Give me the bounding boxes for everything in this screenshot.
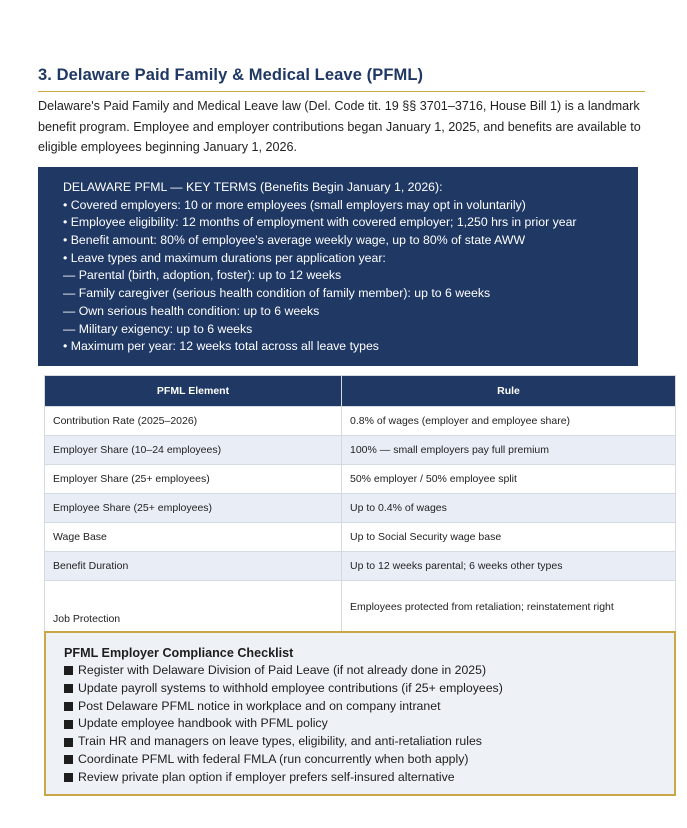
element-cell: Employee Share (25+ employees) (45, 494, 342, 523)
square-bullet-icon (64, 755, 73, 764)
checklist-item-label: Post Delaware PFML notice in workplace and on company intranet (78, 698, 441, 713)
key-terms-heading: DELAWARE PFML — KEY TERMS (Benefits Begin January 1, 2026): (63, 180, 443, 194)
square-bullet-icon (64, 666, 73, 675)
key-term-line: • Leave types and maximum durations per application year: (63, 250, 386, 265)
table-row (45, 523, 676, 552)
rule-cell: 50% employer / 50% employee split (342, 465, 676, 494)
checklist-item (64, 751, 674, 769)
checklist-item-label: Train HR and managers on leave types, eligibility, and anti-retaliation rules (78, 734, 482, 749)
element-cell: Contribution Rate (2025–2026) (45, 407, 342, 436)
key-term-line: — Parental (birth, adoption, foster): up to 12 weeks (63, 268, 342, 283)
square-bullet-icon (64, 738, 73, 747)
element-cell: Benefit Duration (45, 552, 342, 581)
element-cell: Employer Share (25+ employees) (45, 465, 342, 494)
element-cell: Job Protection (45, 581, 342, 634)
rule-cell: Employees protected from retaliation; reinstatement right (342, 581, 676, 634)
table-row (45, 581, 676, 634)
table-row (45, 407, 676, 436)
checklist-item (64, 715, 674, 733)
key-term-line: — Own serious health condition: up to 6 weeks (63, 303, 320, 318)
table-row (45, 465, 676, 494)
checklist-item (64, 662, 674, 680)
section-title: 3. Delaware Paid Family & Medical Leave (PFML) (38, 66, 645, 92)
checklist-item (64, 680, 674, 698)
checklist-item (64, 733, 674, 751)
square-bullet-icon (64, 684, 73, 693)
key-term-line: — Family caregiver (serious health condition of family member): up to 6 weeks (63, 286, 491, 301)
key-term-line: • Benefit amount: 80% of employee's average weekly wage, up to 80% of state AWW (63, 233, 526, 248)
element-cell: Wage Base (45, 523, 342, 552)
column-header-element: PFML Element (45, 376, 342, 407)
square-bullet-icon (64, 720, 73, 729)
key-term-line: — Military exigency: up to 6 weeks (63, 321, 253, 336)
key-term-line: • Covered employers: 10 or more employees (small employers may opt in voluntarily) (63, 197, 526, 212)
key-term-line: • Maximum per year: 12 weeks total across all leave types (63, 339, 379, 354)
element-cell: Employer Share (10–24 employees) (45, 436, 342, 465)
square-bullet-icon (64, 773, 73, 782)
table-header-row (45, 376, 676, 407)
rule-cell: Up to 0.4% of wages (342, 494, 676, 523)
rule-cell: 0.8% of wages (employer and employee share) (342, 407, 676, 436)
intro-paragraph: Delaware's Paid Family and Medical Leave law (Del. Code tit. 19 §§ 3701–3716, House Bill 1) is a landmark benefit program. Employee and employer contributions began January 1, 2025, and benefits are available to eligible employees beginning January 1, 2026. (38, 99, 641, 154)
checklist-item-label: Review private plan option if employer prefers self-insured alternative (78, 769, 455, 784)
pfml-elements-table (44, 375, 676, 634)
rule-cell: Up to 12 weeks parental; 6 weeks other types (342, 552, 676, 581)
checklist-item-label: Coordinate PFML with federal FMLA (run concurrently when both apply) (78, 751, 469, 766)
rule-cell: 100% — small employers pay full premium (342, 436, 676, 465)
checklist-item-label: Update payroll systems to withhold employee contributions (if 25+ employees) (78, 680, 503, 695)
checklist-item-label: Update employee handbook with PFML policy (78, 716, 328, 731)
checklist-item (64, 769, 674, 787)
table-row (45, 552, 676, 581)
table-row (45, 494, 676, 523)
square-bullet-icon (64, 702, 73, 711)
table-row (45, 436, 676, 465)
rule-cell: Up to Social Security wage base (342, 523, 676, 552)
checklist-item (64, 698, 674, 716)
checklist-title: PFML Employer Compliance Checklist (64, 646, 294, 660)
compliance-checklist-box (44, 631, 676, 796)
checklist-item-label: Register with Delaware Division of Paid Leave (if not already done in 2025) (78, 663, 487, 677)
column-header-rule: Rule (342, 376, 676, 407)
key-terms-box (38, 167, 638, 366)
key-term-line: • Employee eligibility: 12 months of employment with covered employer; 1,250 hrs in prior year (63, 215, 577, 230)
